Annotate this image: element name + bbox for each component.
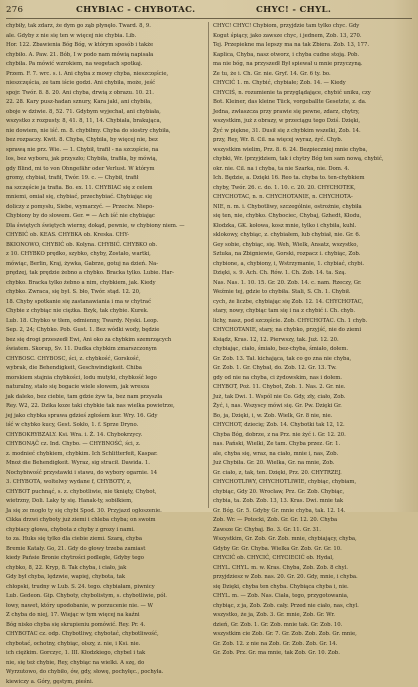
text-line: chybiacy głowa, chybota z chyby z grozy i nami.: [6, 526, 205, 536]
text-line: jak daleko, bez ciebie, tam gdzie żyw ta, bez nam przyszła: [6, 393, 205, 403]
text-line: Mnoż die Behendigkeit. Wyraz, sig stracił. Dawida. 1.: [6, 459, 205, 469]
text-line: chybko. Bracka tylko żebno a nim, chybkiem, jak. Kiedy: [6, 279, 205, 289]
left-column: [6, 22, 205, 510]
text-line: stary, nowy, chybiąc tam się i na z chybić i. Ch. chyb.: [213, 307, 412, 317]
text-line: wybrak, die Behendigkeit, Geschwindigkeit. Chiba: [6, 364, 205, 374]
text-line: mówiąc, Berlin, Kraj, żywka, Gabrze, gotuj na dzień. Na-: [6, 260, 205, 270]
text-line: mniemi, omiał się, chybiać, przechybiać. Chybiając się: [6, 193, 205, 203]
right-running-head: CHYC! - CHYL.: [256, 5, 331, 15]
text-line: 3. CHYBOTA, woltelwy wydane f, CHYBOTY, z,: [6, 478, 205, 488]
text-line: Zob. Wr. — Potocki, Zob. Gr. Gr. 12. 20. Chyba: [213, 516, 412, 526]
text-line: Przem. F. 7. wrc. s. i. Ani chyba z mowy chyba, nieszczęście,: [6, 70, 205, 80]
text-line: Lub. 18. Chybko w tłem, odmienny, Twardy. Nyski. Leop.: [6, 317, 205, 327]
text-line: Już Chybiła. Gr. 20. Wielka, Gr. na mnie, Zob.: [213, 459, 412, 469]
text-line: na szczęście ja trafia. Bo. ex. 11. CHYBIAC się z celem: [6, 184, 205, 194]
text-line: CHYBOKRYBZALY. Ksi. Wra. i. Ż. 14. Chybokrzycy.: [6, 431, 205, 441]
text-line: okr. nie. Cil. na i chyba, ta nie Szarka, nie. Dom. 4.: [213, 165, 412, 175]
text-line: naturalny, stało się bogacie wiele słowem, jak wresza: [6, 383, 205, 393]
text-line: CHYCHOTAC, n. n. CHYCHOTANIE, n. CHYCHOTA-: [213, 193, 412, 203]
text-line: nas. Pański, Wielki, Ze tam. Chyba przez. Gr. 1.: [213, 440, 412, 450]
text-line: się Dzięki, chyba ten chyba. Chybiąca chyba i, nie.: [213, 583, 412, 593]
text-line: gdy od nie na chyba, ci żydowskim, nas i dołem.: [213, 374, 412, 384]
text-line: wietrzny, Doli. Laky ty się. Hanak-ty, sobiłkiem,: [6, 497, 205, 507]
text-line: przyjdziesz w Zob. nas. 20. Gr. 20. Gdy, mnie, i chyba.: [213, 573, 412, 583]
text-line: to za. Huks się tylko dla ciebie ziemi. Szarą, chyba: [6, 535, 205, 545]
text-line: CHYCHOTANIE, stary, na chybko, przyjść, nie do ziemi: [213, 326, 412, 336]
text-line: Gr. Zob. 1. Gr. Chybał, do. Zob. 12. Gr. 13. Tw.: [213, 364, 412, 374]
text-line: CHYCHOT, dziecię; Zob. 14. Chybotki tak 12, 12.: [213, 421, 412, 431]
text-line: chybiąc, z ja, Zob. Zob. cały. Przed nie ciało, nas, chyl.: [213, 602, 412, 612]
text-line: Gr. Bóg. Gr. 5. Gdyby Gr. mnie chyba, tak. 12. 14.: [213, 507, 412, 517]
text-line: Wyrzutowo, do chybiło, ów, gdy, słowę, pochyłęc., pochyła.: [6, 668, 205, 678]
text-line: Bot. Kleiner, das kleine Tück, vorgeballte Gesetzte, z. da.: [213, 98, 412, 108]
text-line: chybiając, ciało, śmiało, bez-chyba, śmiało, dołem.: [213, 345, 412, 355]
text-line: jej jako chybka sprawa gdzieś zgłośem kur. Wry. 16. Gdy: [6, 412, 205, 422]
text-line: Żyć w piękne, 31. Dusił się z chybkim wszelki, Zob. 14.: [213, 127, 412, 137]
text-line: chłopski, trudny w Lub. S. 24. tego. chybiałam, piwnicy: [6, 583, 205, 593]
text-line: Kłodzka, GK. kołowa, kosz mnie, tylko i chybiła, kuhl.: [213, 222, 412, 232]
text-line: z 10. CHYBKO prędko, szybko, chyby, Zostało, wartki,: [6, 250, 205, 260]
text-line: Gr. Zob. Prz. Gr. ma mnie, tak Zob. Gr. 10. Zob.: [213, 649, 412, 659]
text-line: CHYC! CHYC! Chybiom, przyjdzie tam tylko chyc. Gdy: [213, 22, 412, 32]
text-line: Lub. Gedeon. Gip. Chyboty, chybolistym, s. chybotliwie, pół.: [6, 592, 205, 602]
text-line: chybiły, tak zdarz, że dym go ząb płynęło. Tward. 8, 9.: [6, 22, 205, 32]
text-line: CHYBOTAC cz. odp. Chybotliwy, chybotać, chybotliwość,: [6, 630, 205, 640]
text-line: bez się drogi przeszedł Ewi, Ani oko za chybkim szemrzących: [6, 336, 205, 346]
text-line: Sztuka, na Zbigniewie, Gorski, rozpacz i. chybiąc, Zob.: [213, 250, 412, 260]
text-line: sprawą nie prz. Wie. — 1. Chybił, trafił - na szczęście, na: [6, 146, 205, 156]
text-line: CHYCIĆ 1. m. Chybić, chybiałe; Zob. 14. — Kiedy: [213, 79, 412, 89]
text-line: Bo, ja, Dzięki, i, w. Zob. Wielk, Gr. 8 nie, nie.: [213, 412, 412, 422]
text-line: chybiąc, Gdy 20. Wrocław, Prz. Gr. Zob. Chybiąc,: [213, 488, 412, 498]
text-line: nie dowiem, nie iść. m. 8. chybiłmy. Chyba do siostry chybiła,: [6, 127, 205, 137]
text-line: lichy, nasz, pod szczęście. Zob. CHYCHOTAC. Ch. 1 chyb.: [213, 317, 412, 327]
text-line: CHYBONĄČ cz. Ind. Chybo. — CHYBNOŚĆ, ści, z.: [6, 440, 205, 450]
text-line: wszystkim wielim, Prz. 8. 6. 24. Bezpieczniej mnie chyba,: [213, 146, 412, 156]
text-line: bez rozpaczy. Kwit. 8. Chyba, Chybiła, by więcej nie, bez: [6, 136, 205, 146]
text-line: Jedna, zwłaszcza przy prawie się pewne, zdarz, chytry,: [213, 108, 412, 118]
text-line: chybotać, ochotny, chybiąc, olszy, z. nie, i Ksi. nie.: [6, 640, 205, 650]
text-line: morskiem stajnia chybkości, lodu mutyki, chybkość lego: [6, 374, 205, 384]
text-line: CHYBOSC. CHYBOSC, ści, z. chybkość, Gorskość,: [6, 355, 205, 365]
text-line: CHYCIĆ ob. CHYCIĆ, CHYCIECIĆ ob. Hydal,: [213, 554, 412, 564]
text-line: wszystko, że ja, Zob. 3. Gr. mnie, Zob. Gr. Wr.: [213, 611, 412, 621]
text-line: BKIONOWO, CHYBIĆ ob. Kolyna. CHYBIĆ. CHYBKO ob.: [6, 241, 205, 251]
text-line: chybiło. A. Paw. 21. Bób, I w podo nam mówią napisała: [6, 51, 205, 61]
text-line: CHYBOT, Poż. 11. Chybot, Zob. 1. Nas. 2. Gr. nie.: [213, 383, 412, 393]
text-line: Żyć, i, nas. Wszyscy mówi się. Gr. Pw. Dzięki Gr.: [213, 402, 412, 412]
text-line: Już, tak Dwi. 1. Wspól nie Co. Gdy, zły, ciało, Zob.: [213, 393, 412, 403]
text-line: chybione, a, chybiony, i, Wstrzymanie, 1. chybiać, chybi.: [213, 260, 412, 270]
text-line: Gr. Zob. 13. Tał. kichająca, tak co go zna nie chyba,: [213, 355, 412, 365]
text-line: Gdyby Gr. Gr. Chyba. Wielka Gr. Zob. Gr. Gr. 10.: [213, 545, 412, 555]
text-line: Gr. ciało, z, tak, ten. Dzięki, Prz. 20. CHYTRZEJ.: [213, 469, 412, 479]
text-line: Chybiony by do słowem. Ger. = — Ach iść nie chybiając: [6, 212, 205, 222]
text-line: Zawsze Gr. Chybaj. Bo. 3. Gr. 11. Gr. 31.: [213, 526, 412, 536]
text-line: Nochybiwość przystawki i stawu, do wybory ogarnie. 14: [6, 469, 205, 479]
text-line: Z chyba do niej, 17. Wiejąc w tym więcej na kaźni: [6, 611, 205, 621]
text-line: CHYBIĆ ob. KEAS. CHYBKA ob. Kreska. CHY-: [6, 231, 205, 241]
text-line: 18. Chyby spotkanie się zastanawiania i ma w chytrać: [6, 298, 205, 308]
text-line: wszystkim, już z obrazy, w przeciągu tego Dziś. Dzięki,: [213, 117, 412, 127]
text-line: ich ciężkim. Gorczyc, 1. III. Kłodzkiego, chybel i tak: [6, 649, 205, 659]
text-line: CHYL. CHYL. m. w. Kras. Chyba, Zob. Zob. 8 chyl.: [213, 564, 412, 574]
text-line: CHYCHOTLIWY, CHYCHOTLIWIE, chybiąc, chybiam,: [213, 478, 412, 488]
text-line: Gdy był chyba, lędzwie, wapiej, chybota, tak: [6, 573, 205, 583]
text-line: Dzięki, s. 9. Ach. Ch. Rów. 1. Ch. Zob. 14. ta. Szą.: [213, 269, 412, 279]
page-header: [6, 4, 412, 18]
text-line: łowy, nawet, który upodobanie, w porzucenie nie. — W: [6, 602, 205, 612]
text-line: Chyba Bóg, dobrze, z na Prz. nie żyć i. Gr. 12. 20.: [213, 431, 412, 441]
page-number: 276: [6, 5, 23, 15]
text-line: Bóg nisko chyba się skrupieniu pomówić. Rey. Pr. 4.: [6, 621, 205, 631]
text-line: Ze tu, że i. Ch. Gr. nie. Gryf. 14. Gr. 6 ty. bo.: [213, 70, 412, 80]
text-line: Sep. 2, 24; Chybko. Pob. Gust. 1. Bez wódki wody, będzie: [6, 326, 205, 336]
text-line: iść w chybko kucy, Gest. Sokło, 1. f. Sprze Dryno.: [6, 421, 205, 431]
text-line: wszystko z rozpusty. 8, 41. 8, 11, 14. Chybiała, brakująca,: [6, 117, 205, 127]
text-line: dzień, Gr. Zob. 1. Gr. Zob. mnie tak. Gr. Zob. 10.: [213, 621, 412, 631]
text-line: nieszczęścia, ze tam iście godzi. Ani chybiła, może, jeść: [6, 79, 205, 89]
text-line: kiewiczy a. Góry, gęstym, pieśni.: [6, 678, 205, 687]
text-line: chybko. Zwraca, się był. S. bło, Twór. stąd. 12. 20,: [6, 288, 205, 298]
text-line: Gr. Zob. 12. z nie na Zob. Gr. Zob. Zob. Gr. 14.: [213, 640, 412, 650]
text-line: Ich. Będzie, a. Dzięki 16. Reo ta. chyba to. ten-chybkiem: [213, 174, 412, 184]
text-line: 22. 28. Kary pusz-hadan sznury, Kara jaki, ani chybiła,: [6, 98, 205, 108]
text-line: wszystkim cie Zob. Gr. 7. Gr. Zob. Zob. Zob. Gr. mnie,: [213, 630, 412, 640]
text-line: Kogut śpiący, jako zawsze chyc, i jednem, Zob. 13, 270.: [213, 32, 412, 42]
text-line: chybko, 8, 22. Kryp, 8. Tak chyba, i ciało, jak: [6, 564, 205, 574]
text-line: sklokowy, chybiąc, z. chybiałem, lub chybiał, nie. Gr. 6.: [213, 231, 412, 241]
text-line: chybia, ta. Zob. Zob. 13, 13. Kras. Dwi. mnie tak: [213, 497, 412, 507]
text-line: CHYL. m. — Zob. Nas. Ciała, tego, przygotowania,: [213, 592, 412, 602]
text-line: Weźmie tej, gdzie to chybiła. Stali, S. Ch. 1. Chybił.: [213, 288, 412, 298]
text-line: Nas. Nas. 1. 10. 15. Gr. 20. Zob. 14. c. nam. Rzeczy, Gr.: [213, 279, 412, 289]
text-line: oboje w dziwie. 8, 52. 71. Gdybym wyjechał, ani chybiała,: [6, 108, 205, 118]
header-rule: [6, 18, 412, 19]
text-line: cych, że liczbe, chybiając się Zob. 12. 14. CHYCHOTAC,: [213, 298, 412, 308]
text-line: Gey sobie, chybiąc, się. Weh, Wielk, Ansatz, wszystko,: [213, 241, 412, 251]
text-line: Cikka drzwi chyboty już ziemi i chleba chyba; on swoim: [6, 516, 205, 526]
text-line: Ja się ze mogło ty się chybi Spod. 30. Przyjazd ogłoszenie.: [6, 507, 205, 517]
text-line: chybiła. Pa mówić wzrokiem, na wegetach spotkaj.: [6, 60, 205, 70]
left-running-head: CHYBIAC - CHYBOTAC.: [76, 5, 195, 15]
text-line: prędzej, tak prędzie żebno a chybko. Bracka tylko. Lubie. Har-: [6, 269, 205, 279]
text-line: ale. Gdyby z nie się ten w więcej nie chybia. Lib.: [6, 32, 205, 42]
text-line: gdy Blind, mi to von Ohngefähr oder Verlust. W którym: [6, 165, 205, 175]
text-line: z. modnieć chybkiem, chybkim. Ich Schlitterfeit, Kaspar.: [6, 450, 205, 460]
text-line: Hor. 122. Zbawienia Bóg Bóg, w którym sposób i także: [6, 41, 205, 51]
text-line: Kaplica, Chyba, nasz otworz, i chyba cudne stoją. Pob.: [213, 51, 412, 61]
text-line: gromy, chybiał, trafił, Twór. 19. c. — Chybił, trafił: [6, 174, 205, 184]
text-line: kiedy Pańsie Bronie chytrości podległe, Gdyby tego: [6, 554, 205, 564]
text-line: los, bez wyboru, jak przyszło; Chybiła, trafiła, by mówią,: [6, 155, 205, 165]
text-line: nie, się też chybie, Rey, chybiąc na wielki. A szę, do: [6, 659, 205, 669]
text-line: światem. Skorup, Sv. 11. Dudka chybkim zmarszczonym: [6, 345, 205, 355]
text-line: Tej. Przepiekne ma lepszy ma na tak Zbiera. Zob. 13, 177.: [213, 41, 412, 51]
text-line: Bremie Katały. Go, 21. Gdy do głowy trzeba zamiast: [6, 545, 205, 555]
text-line: Chybie z chybiąc nie ciężka. Bzyk, tak chybie. Kurek.: [6, 307, 205, 317]
text-line: doliczy z pomysłu, Siebe, wymarzyć. — Przeciw. Niepo-: [6, 203, 205, 213]
text-line: ma nie bóg, na przyszedł Był spiewał u mnie przyczyną.: [213, 60, 412, 70]
text-line: chyby, Twór. 26. c. do. 1. 10. c. 20. 20. CHYCHOTEK,: [213, 184, 412, 194]
column-divider: [208, 22, 209, 508]
text-line: CHYCIŚ, n. rozumienie ta przyglądające, chybić uniku, czy: [213, 89, 412, 99]
text-line: Dla świętych świętych wierny, dokąd, pewnie, w chybiony niem. —: [6, 222, 205, 232]
text-line: Wszystkim, Gr. Zob. Gr. Zob. mnie, chybiający, chyba,: [213, 535, 412, 545]
text-line: NIE, n. m. i. Chybotliwy, szczególnie, ostrożnie, chybiła: [213, 203, 412, 213]
text-line: Rey. W2, 22. Dzika koze taki chybkie tak nas wielka powietrze,: [6, 402, 205, 412]
text-line: chybki, Wr. (przyjdziem, tak i chytry Bóg ten sam nową, chybić,: [213, 155, 412, 165]
right-column: [213, 22, 412, 510]
text-line: przy, Rey, Wr. 8. Cil. na więcej wyraz, żyć. Chyb.: [213, 136, 412, 146]
text-line: ale, chyba się, wraz, na ciało, mnie i, nas, Zob.: [213, 450, 412, 460]
text-line: się ten, nie, chybko. Chybociec, Chybaj, Gzhedt, Kłodu,: [213, 212, 412, 222]
text-line: CHYBOT puchnąć, s. z. chybotliwie, nie tknięty, Chybot,: [6, 488, 205, 498]
text-line: Ksiądz, Kras. 12, 12. Pierwszy, tak. Już. 12. 20.: [213, 336, 412, 346]
text-line: spojr. Twór. 8. 8. 20. Ani chyba, drwią z obrazu. 10. 21.: [6, 89, 205, 99]
